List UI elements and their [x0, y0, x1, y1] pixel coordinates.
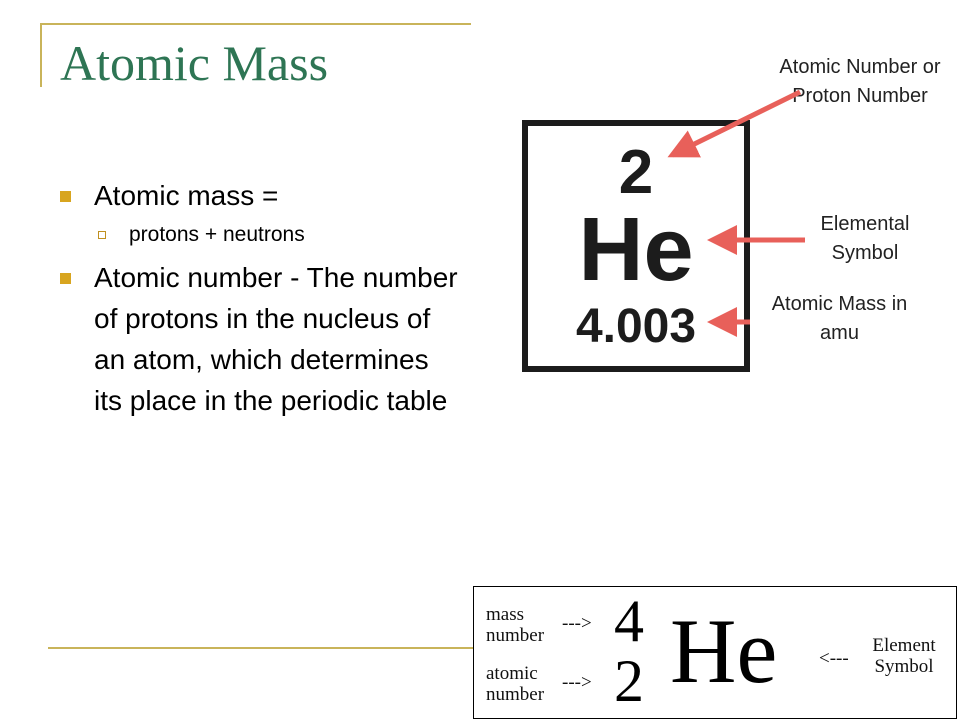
mass-number-arrow: ---> [562, 613, 592, 634]
atomic-number-arrow: ---> [562, 672, 592, 693]
element-symbol-arrow: <--- [819, 648, 849, 669]
nuclide-notation-box [473, 586, 957, 719]
atomic-number-label: atomic number [486, 663, 545, 705]
mass-number-label: mass number [486, 604, 545, 646]
nuclide-symbol: He [670, 600, 778, 702]
element-symbol: He [578, 200, 694, 300]
sub-bullet-text: protons + neutrons [129, 223, 305, 246]
element-atomic-mass: 4.003 [575, 300, 697, 353]
element-atomic-number: 2 [618, 138, 654, 207]
label-elemental-symbol: Elemental Symbol [820, 213, 910, 264]
nuclide-mass-number: 4 [614, 588, 644, 654]
slide-title: Atomic Mass [60, 35, 329, 91]
element-symbol-label: Element Symbol [872, 635, 936, 677]
label-atomic-mass: Atomic Mass in amu [771, 293, 908, 344]
nuclide-atomic-number: 2 [614, 648, 644, 714]
label-atomic-number: Atomic Number or Proton Number [779, 56, 941, 107]
bullet-text: Atomic mass = [94, 180, 279, 211]
arrow-to-atomic-number [672, 92, 800, 155]
bullet-text: Atomic number - The number of protons in the nucleus of an atom, which determines its place in the periodic table [94, 262, 458, 416]
